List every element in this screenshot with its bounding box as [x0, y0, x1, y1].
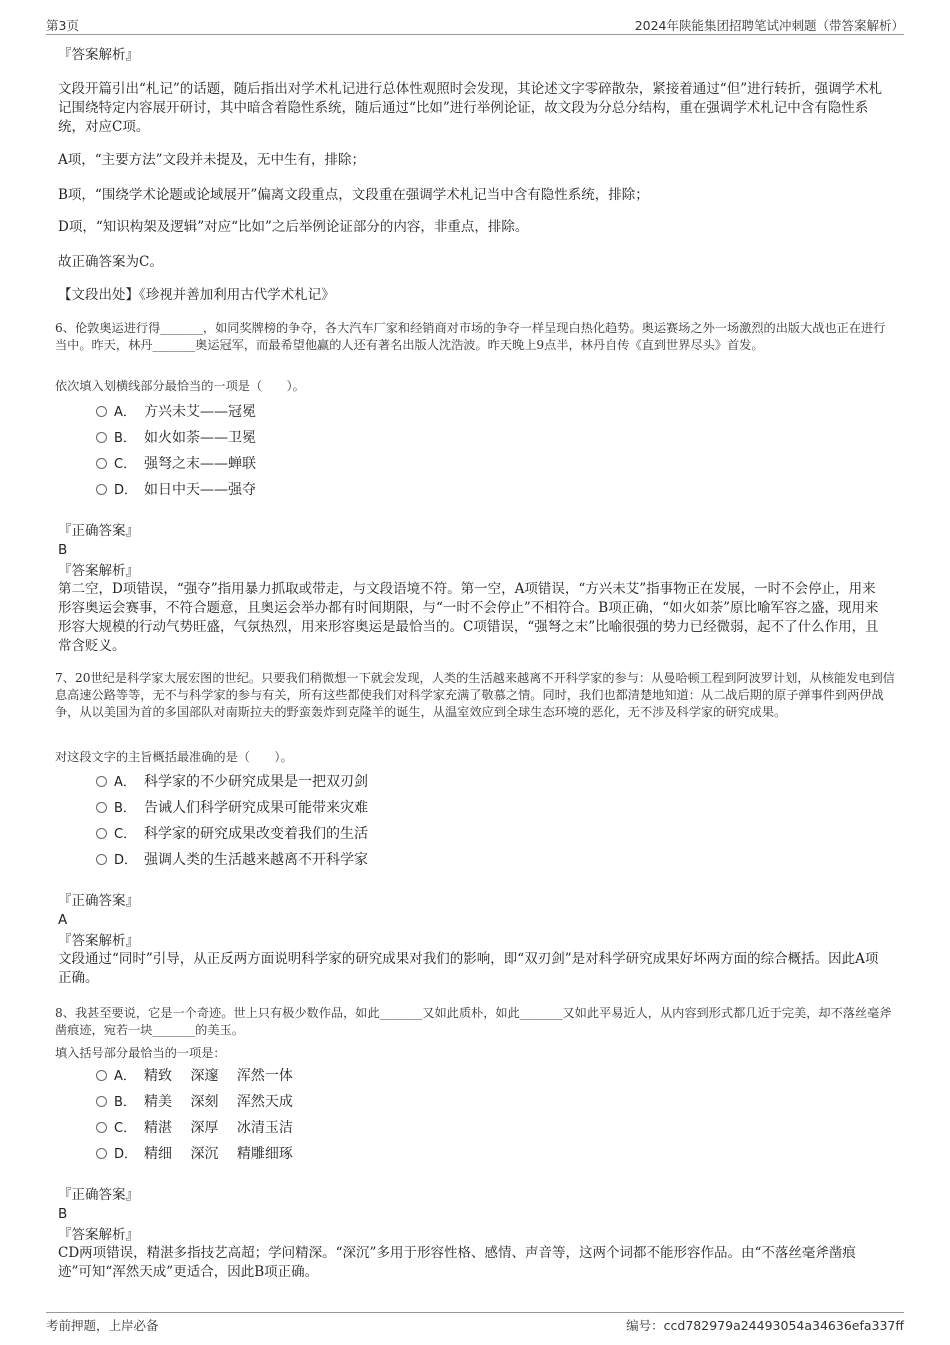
question-6-stem: 6、伦敦奥运进行得_______，如同奖牌榜的争夺，各大汽车厂家和经销商对市场的争夺一样呈现白热化趋势。奥运赛场之外一场激烈的出版大战也正在进行当中。昨天，林丹_______奥运冠军，而最希望他赢的人还有著名出版人沈浩波。昨天晚上9点半，林丹自传《直到世界尽头》首发。	[55, 321, 886, 352]
option-6d[interactable]: D． 如日中天——强夺	[96, 480, 256, 500]
analysis-label-8: 『答案解析』	[58, 1227, 139, 1243]
source-citation: 【文段出处】《珍视并善加利用古代学术札记》	[58, 287, 335, 303]
answer-label-8: 『正确答案』	[58, 1187, 139, 1203]
option-8c[interactable]: C． 精湛 深厚 冰清玉洁	[96, 1118, 293, 1138]
answer-6: B	[58, 542, 68, 558]
analysis-item-a: A项，“主要方法”文段并未提及，无中生有，排除；	[58, 152, 366, 168]
analysis-item-b: B项，“围绕学术论题或论域展开”偏离文段重点，文段重在强调学术札记当中含有隐性系统，排除；	[58, 187, 649, 203]
radio-icon[interactable]	[96, 802, 107, 813]
analysis-conclusion: 故正确答案为C。	[58, 254, 163, 270]
analysis-label-7: 『答案解析』	[58, 933, 139, 949]
analysis-text: 文段开篇引出“札记”的话题，随后指出对学术札记进行总体性观照时会发现，其论述文字零碎散杂，紧接着通过“但”进行转折，强调学术札记围绕特定内容展开研讨，其中暗含着隐性系统，随后通过“比如”进行举例论证，故文段为分总分结构，重在强调学术札记中含有隐性系统，对应C项。	[58, 81, 883, 135]
option-8d[interactable]: D． 精细 深沉 精雕细琢	[96, 1144, 293, 1164]
option-7c[interactable]: C． 科学家的研究成果改变着我们的生活	[96, 824, 368, 844]
radio-icon[interactable]	[96, 828, 107, 839]
page-footer	[46, 1312, 904, 1333]
option-8b[interactable]: B． 精美 深刻 浑然天成	[96, 1092, 293, 1112]
option-7b[interactable]: B． 告诫人们科学研究成果可能带来灾难	[96, 798, 368, 818]
radio-icon[interactable]	[96, 1070, 107, 1081]
radio-icon[interactable]	[96, 484, 107, 495]
document-title: 2024年陕能集团招聘笔试冲刺题（带答案解析）	[634, 18, 904, 33]
answer-label-6: 『正确答案』	[58, 523, 139, 539]
option-7d[interactable]: D． 强调人类的生活越来越离不开科学家	[96, 850, 368, 870]
radio-icon[interactable]	[96, 854, 107, 865]
question-8-prompt: 填入括号部分最恰当的一项是：	[55, 1046, 226, 1060]
radio-icon[interactable]	[96, 458, 107, 469]
question-6-prompt: 依次填入划横线部分最恰当的一项是（ ）。	[55, 379, 305, 393]
footer-slogan: 考前押题，上岸必备	[46, 1318, 159, 1333]
analysis-8: CD两项错误，精湛多指技艺高超；学问精深。“深沉”多用于形容性格、感情、声音等，这两个词都不能形容作品。由“不落丝毫斧凿痕迹”可知“浑然天成”更适合，因此B项正确。	[58, 1245, 856, 1280]
radio-icon[interactable]	[96, 1096, 107, 1107]
option-6c[interactable]: C． 强弩之末——蝉联	[96, 454, 256, 474]
option-6b[interactable]: B． 如火如荼——卫冕	[96, 428, 256, 448]
answer-8: B	[58, 1206, 68, 1222]
page-header	[46, 14, 904, 35]
document-code: 编号：ccd782979a24493054a34636efa337ff	[626, 1318, 904, 1333]
analysis-label: 『答案解析』	[58, 47, 139, 63]
page-number: 第3页	[46, 18, 79, 33]
question-8-stem: 8、我甚至要说，它是一个奇迹。世上只有极少数作品，如此_______又如此质朴，如此_______又如此平易近人，从内容到形式都几近于完美，却不落丝毫斧凿痕迹，宛若一块_______的美玉。	[55, 1006, 892, 1037]
analysis-label-6: 『答案解析』	[58, 563, 139, 579]
radio-icon[interactable]	[96, 1122, 107, 1133]
radio-icon[interactable]	[96, 1148, 107, 1159]
option-6a[interactable]: A． 方兴未艾——冠冕	[96, 402, 256, 422]
radio-icon[interactable]	[96, 432, 107, 443]
question-7-stem: 7、20世纪是科学家大展宏图的世纪。只要我们稍微想一下就会发现，人类的生活越来越离不开科学家的参与：从曼哈顿工程到阿波罗计划，从核能发电到信息高速公路等等，无不与科学家的参与有关，所有这些都使我们对科学家充满了敬慕之情。同时，我们也都清楚地知道：从二战后期的原子弹事件到两伊战争，从以美国为首的多国部队对南斯拉夫的野蛮轰炸到克隆羊的诞生，从温室效应到全球生态环境的恶化，无不涉及科学家的研究成果。	[55, 671, 895, 719]
option-8a[interactable]: A． 精致 深邃 浑然一体	[96, 1066, 293, 1086]
radio-icon[interactable]	[96, 406, 107, 417]
radio-icon[interactable]	[96, 776, 107, 787]
analysis-6: 第二空，D项错误，“强夺”指用暴力抓取或带走，与文段语境不符。第一空，A项错误，“方兴未艾”指事物正在发展，一时不会停止，用来形容奥运会赛事，不符合题意，且奥运会举办都有时间期限，与“一时不会停止”不相符合。B项正确，“如火如荼”原比喻军容之盛，现用来形容大规模的行动气势旺盛，气氛热烈，用来形容奥运是最恰当的。C项错误，“强弩之末”比喻很强的势力已经微弱，起不了什么作用，且常含贬义。	[58, 581, 879, 654]
question-7-prompt: 对这段文字的主旨概括最准确的是（ ）。	[55, 750, 293, 764]
answer-7: A	[58, 912, 68, 928]
answer-label-7: 『正确答案』	[58, 893, 139, 909]
option-7a[interactable]: A． 科学家的不少研究成果是一把双刃剑	[96, 772, 368, 792]
analysis-item-d: D项，“知识构架及逻辑”对应“比如”之后举例论证部分的内容，非重点，排除。	[58, 219, 529, 235]
analysis-7: 文段通过“同时”引导，从正反两方面说明科学家的研究成果对我们的影响，即“双刃剑”是对科学研究成果好坏两方面的综合概括。因此A项正确。	[58, 951, 879, 986]
